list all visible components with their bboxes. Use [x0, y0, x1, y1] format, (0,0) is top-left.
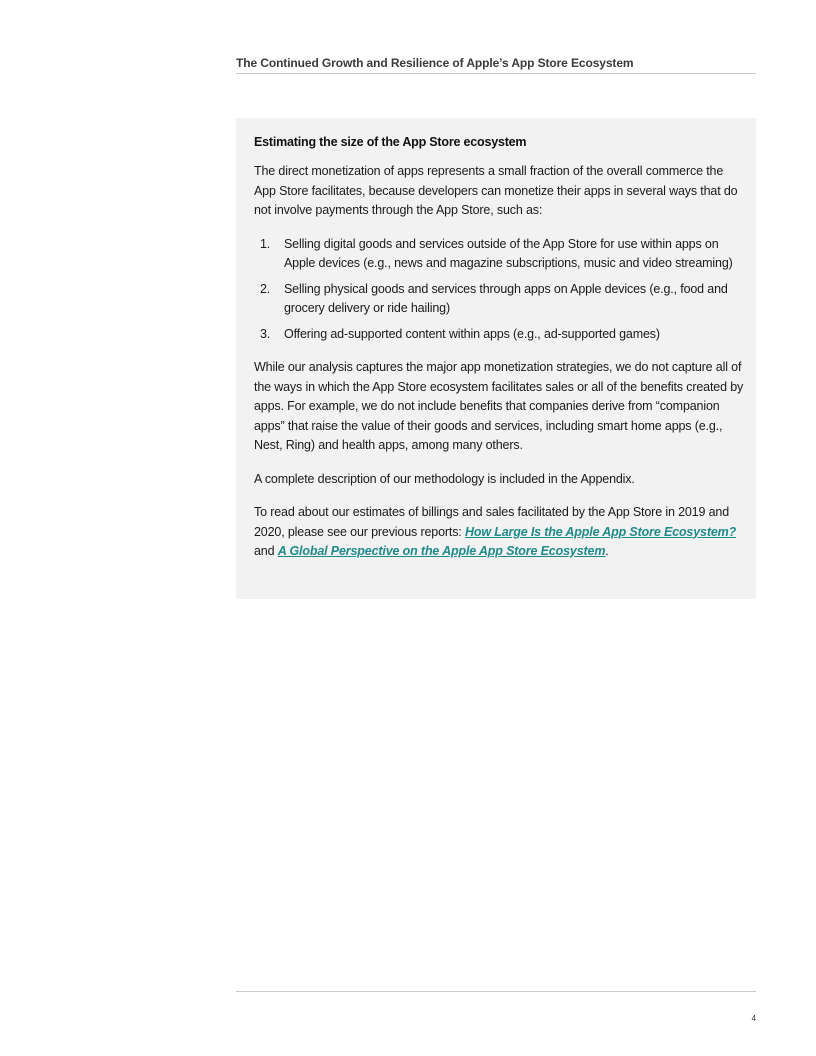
list-item [254, 280, 745, 319]
running-header: The Continued Growth and Resilience of Apple’s App Store Ecosystem [236, 56, 756, 74]
intro-paragraph: The direct monetization of apps represents a small fraction of the overall commerce the App Store facilitates, because developers can monetize their apps in several ways that do not involve payments through the App Store, such as: [254, 164, 738, 217]
report-link-global-perspective[interactable]: A Global Perspective on the Apple App Store Ecosystem [277, 544, 606, 558]
list-item [254, 325, 745, 345]
list-item [254, 235, 745, 274]
period: . [605, 544, 609, 558]
footer-divider [236, 991, 756, 992]
list-item-text: Selling physical goods and services through apps on Apple devices (e.g., food and grocery delivery or ride hailing) [284, 281, 728, 315]
list-item-text: Selling digital goods and services outside of the App Store for use within apps on Apple devices (e.g., news and magazine subscriptions, music and video streaming) [284, 236, 733, 270]
previous-reports-lead: To read about our estimates of billings and sales facilitated by the App Store in 2019 and 2020, please see our previous reports: [254, 505, 730, 539]
methodology-paragraph: A complete description of our methodology is included in the Appendix. [254, 471, 635, 486]
list-item-number: 2. [260, 281, 271, 296]
previous-reports-paragraph [254, 503, 745, 562]
info-box [236, 118, 756, 599]
monetization-list [254, 235, 745, 345]
list-item-text: Offering ad-supported content within apps (e.g., ad-supported games) [284, 326, 660, 341]
page-number: 4 [751, 1014, 756, 1023]
list-item-number: 3. [260, 326, 271, 341]
report-link-how-large[interactable]: How Large Is the Apple App Store Ecosystem? [464, 524, 737, 539]
list-item-number: 1. [260, 236, 271, 251]
box-title: Estimating the size of the App Store ecosystem [254, 135, 527, 149]
and-text: and [254, 544, 278, 558]
analysis-paragraph: While our analysis captures the major app monetization strategies, we do not capture all of the ways in which the App Store ecosystem facilitates sales or all of the benefits created by apps. For example, we do not include benefits that companies derive from “companion apps” that raise the value of their goods and services, including smart home apps (e.g., Nest, Ring) and health apps, among many others. [254, 360, 744, 452]
